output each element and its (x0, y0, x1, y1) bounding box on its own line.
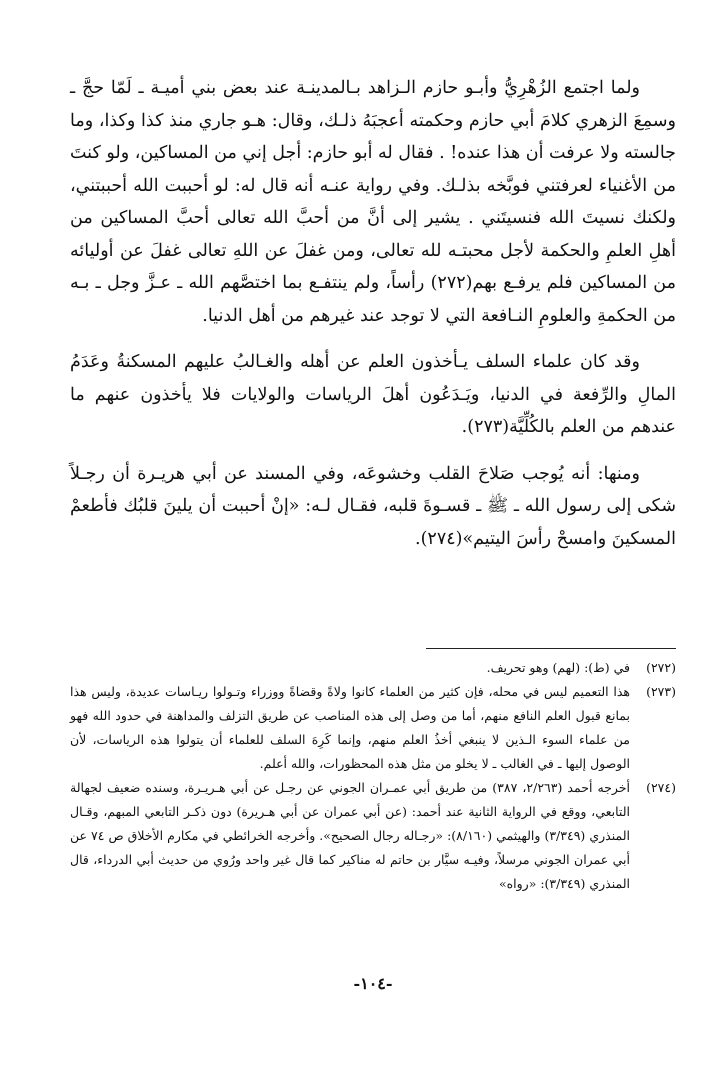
footnote-number: (٢٧٤) (646, 780, 676, 795)
footnotes (70, 656, 676, 896)
paragraph-3: ومنها: أنه يُوجب صَلاحَ القلب وخشوعَه، وفي المسند عن أبي هريـرة أن رجـلاً شكى إلى رسول الله ـ ﷺ ـ قسـوةَ قلبه، فقـال لـه: «إنْ أحببت أن يلينَ قلبُك فأطعمْ المسكينَ وامسحْ رأسَ اليتيم»(٢٧٤). (70, 463, 676, 549)
footnote-273 (70, 680, 676, 776)
footnote-number: (٢٧٣) (646, 684, 676, 699)
footnote-text-part-1: أخرجه أحمد (٢/٢٦٣، ٣٨٧) من طريق أبي عمـران الجوني عن رجـل عن أبي هـريـرة، وسنده ضعيف لجهالة التابعي، ووقع في الرواية الثانية عند أحمد: (عن أبي عمران عن أبي هـريرة) دون ذكـر التابعي المبهم، وقـال المنذري (٣/٣٤٩) والهيثمي (٨/١٦٠): «رجـاله رجال الصحيح». (70, 780, 630, 843)
book-page (70, 72, 676, 1062)
footnote-text-part-2: وأخرجه الخرائطي في مكارم الأخلاق ص ٧٤ عن أبي عمران الجوني مرسلاً، وفيـه سيَّار بن حاتم له مناكير كما قال غير واحد ورُوي من حديث أبي الدرداء، قال المنذري (٣/٣٤٩): «رواه» (70, 828, 630, 891)
footnote-text: في (ط): (لهم) وهو تحريف. (486, 660, 630, 675)
footnote-274 (70, 776, 676, 896)
paragraph-1: ولما اجتمع الزُهْرِيُّ وأبـو حازم الـزاهد بـالمدينـة عند بعض بني أميـة ـ لَمّا حجَّ ـ وسمِعَ الزهري كلامَ أبي حازم وحكمته أعجبَهُ ذلـك، وقال: هـو جاري منذ كذا وكذا، وما جالسته ولا عرفت أن هذا عنده! . فقال له أبو حازم: أجل إني من المساكين، ولو كنتَ من الأغنياء لعرفتني فوبَّخه بذلـك. وفي رواية عنـه أنه قال له: لو أحببت الله أحببتني، ولكنك نسيتَ الله فنسيتَني . يشير إلى أنَّ من أحبَّ الله تعالى أحبَّ المساكين من أهلِ العلمِ والحكمة لأجل محبتـه لله تعالى، ومن غفلَ عن اللهِ تعالى غفلَ عن أوليائه من المساكين فلم يرفـع بهم(٢٧٢) رأساً، ولم ينتفـع بما اختصَّهم الله ـ عـزَّ وجل ـ بـه من الحكمةِ والعلومِ النـافعة التي لا توجد عند غيرهم من أهل الدنيا. (70, 78, 676, 326)
page-number: -١٠٤- (353, 974, 393, 993)
main-text (70, 72, 676, 555)
footnote-separator (426, 648, 676, 649)
footnote-text (70, 776, 630, 896)
footnote-272 (70, 656, 676, 680)
footnote-number: (٢٧٢) (646, 660, 676, 675)
footnote-text: هذا التعميم ليس في محله، فإن كثير من العلماء كانوا ولاةً وقضاةً ووزراء وتـولوا ريـاسات عديدة، وليس هذا بمانع قبول العلم النافع منهم، أما من وصل إلى هذه المناصب عن طريق التزلف والمداهنة في حدود الله فهو من علماء السوء الـذين لا ينبغي أخذُ العلم منهم، وإنما كَرِهَ السلف للعلماء أن يتولوا هذه الرياسات، لأن الوصول إليها ـ في الغالب ـ لا يخلو من مثل هذه المحظورات، والله أعلم. (70, 684, 630, 771)
paragraph-2: وقد كان علماء السلف يـأخذون العلم عن أهله والغـالبُ عليهم المسكنةُ وعَدَمُ المالِ والرِّفعة في الدنيا، ويَـدَعُون أهلَ الرياسات والولايات فلا يأخذون عنهم ما عندهم من العلم بالكُلِّيَّة(٢٧٣). (70, 352, 676, 437)
